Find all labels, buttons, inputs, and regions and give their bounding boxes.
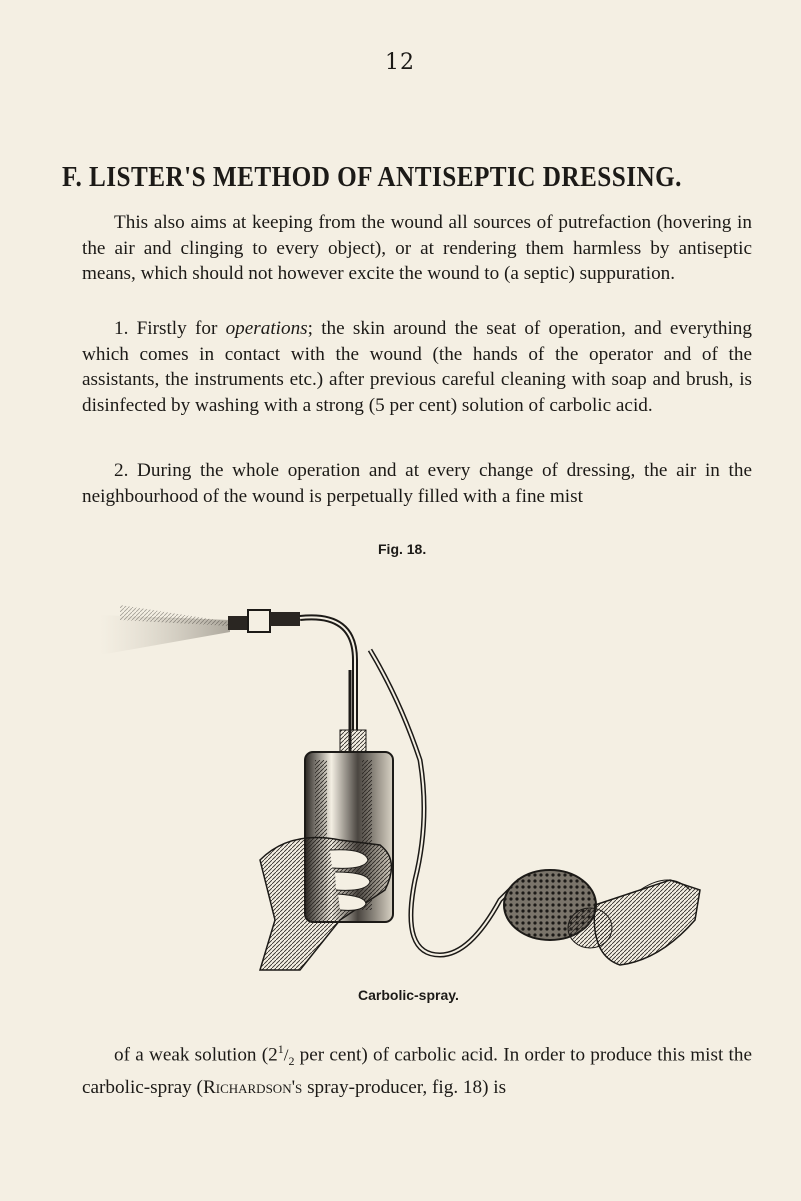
carbolic-spray-illustration bbox=[100, 560, 720, 980]
figure-label: Fig. 18. bbox=[378, 541, 427, 557]
paragraph-solution-c: spray-producer, fig. 18) is bbox=[302, 1076, 507, 1098]
paragraph-operations-lead: 1. Firstly for bbox=[114, 318, 226, 339]
paragraph-operations bbox=[82, 316, 752, 419]
fraction-numerator: 1 bbox=[277, 1042, 284, 1056]
paragraph-solution-a: of a weak solution (2 bbox=[114, 1044, 278, 1066]
operations-emphasis: operations bbox=[225, 318, 308, 339]
paragraph-solution-b: per cent) of carbolic acid. In order to produce this mist the carbolic-spray ( bbox=[82, 1044, 752, 1098]
richardson-name: Richardson's bbox=[202, 1076, 303, 1098]
section-heading: F. LISTER'S METHOD OF ANTISEPTIC DRESSING. bbox=[62, 162, 682, 193]
fraction-slash: / bbox=[283, 1045, 289, 1065]
paragraph-operations-rest: ; the skin around the seat of operation, and everything which comes in contact with the wound (the hands of the operator and of the assistants, the instruments etc.) after previous careful cleaning with soap and brush, is disinfected by washing with a strong (5 per cent) solution of carbolic acid. bbox=[82, 318, 752, 417]
page-number: 12 bbox=[385, 50, 415, 75]
paragraph-intro: This also aims at keeping from the wound all sources of putrefaction (hovering in the air and clinging to every object), or at rendering them harmless by antiseptic means, which should not however excite the wound to (a septic) suppuration. bbox=[82, 212, 752, 285]
fraction-denominator: 2 bbox=[288, 1054, 295, 1069]
figure-caption: Carbolic-spray. bbox=[358, 987, 459, 1003]
paragraph-dressing: 2. During the whole operation and at every change of dressing, the air in the neighbourhood of the wound is perpetually filled with a fine mist bbox=[82, 460, 752, 507]
paragraph-solution bbox=[82, 1037, 752, 1101]
